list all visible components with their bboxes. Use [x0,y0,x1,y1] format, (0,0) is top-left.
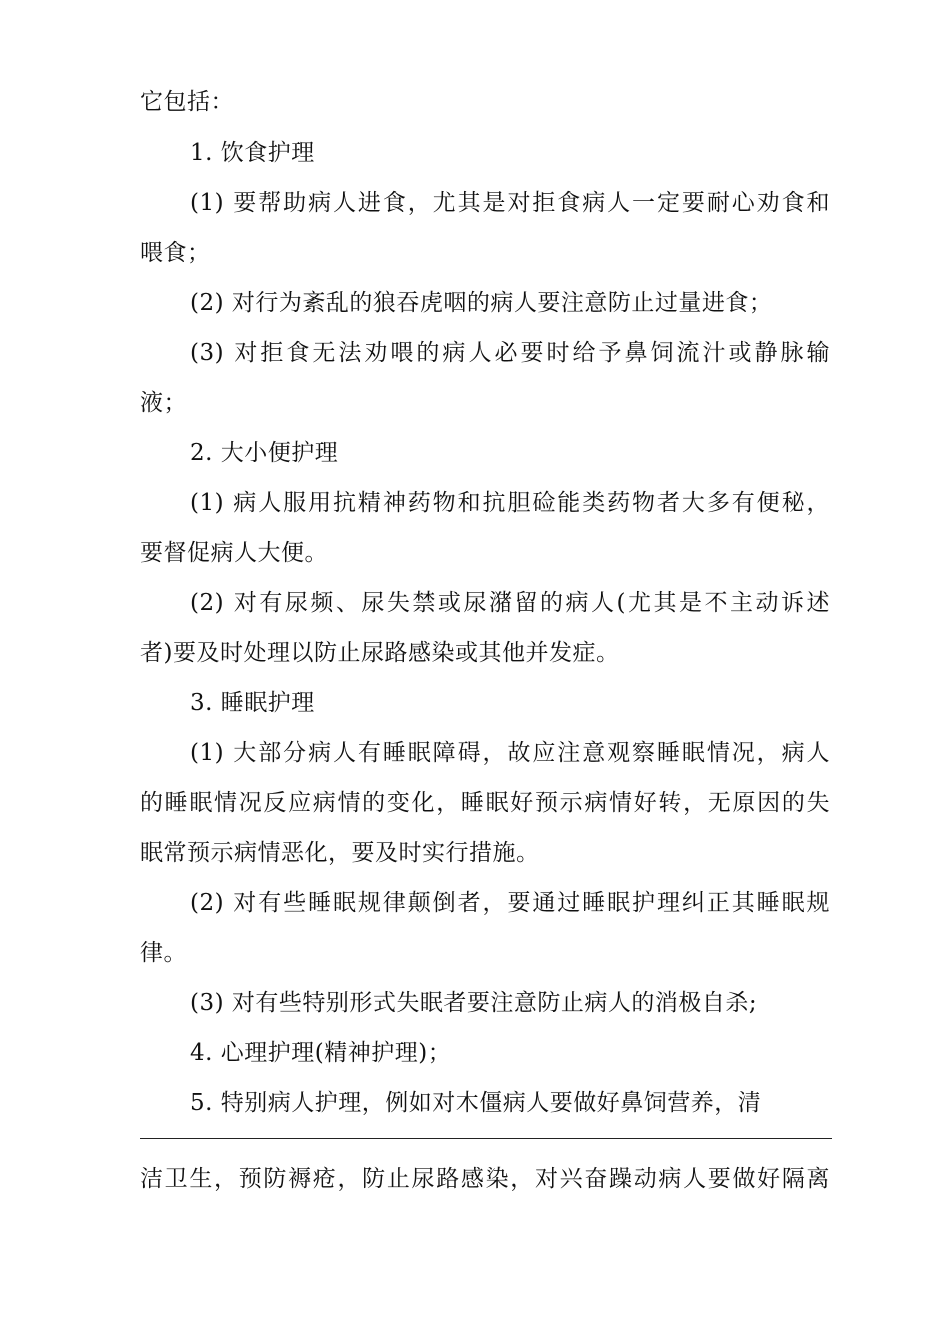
excretion-item-2-line-1: (2) 对有尿频、尿失禁或尿潴留的病人(尤其是不主动诉述 [190,590,830,616]
excretion-item-1-line-2: 要督促病人大便。 [140,540,328,566]
heading-special-patient-care: 5. 特别病人护理，例如对木僵病人要做好鼻饲营养，清 [190,1090,762,1116]
page-break-divider [140,1138,832,1139]
excretion-item-2-line-2: 者)要及时处理以防止尿路感染或其他并发症。 [140,640,620,666]
sleep-item-2-line-1: (2) 对有些睡眠规律颠倒者，要通过睡眠护理纠正其睡眠规 [190,890,830,916]
diet-item-3-line-1: (3) 对拒食无法劝喂的病人必要时给予鼻饲流汁或静脉输 [190,340,830,366]
heading-excretion-care: 2. 大小便护理 [190,440,339,466]
intro-line: 它包括： [140,89,234,115]
heading-diet-care: 1. 饮食护理 [190,140,315,166]
excretion-item-1-line-1: (1) 病人服用抗精神药物和抗胆硷能类药物者大多有便秘， [190,490,830,516]
diet-item-3-line-2: 液； [140,390,187,416]
diet-item-1-line-1: (1) 要帮助病人进食，尤其是对拒食病人一定要耐心劝食和 [190,190,830,216]
sleep-item-2-line-2: 律。 [140,940,187,966]
diet-item-2: (2) 对行为紊乱的狼吞虎咽的病人要注意防止过量进食； [190,290,773,316]
heading-psychological-care: 4. 心理护理(精神护理)； [190,1040,452,1066]
sleep-item-3: (3) 对有些特别形式失眠者要注意防止病人的消极自杀; [190,990,758,1016]
diet-item-1-line-2: 喂食； [140,240,211,266]
sleep-item-1-line-3: 眠常预示病情恶化，要及时实行措施。 [140,840,540,866]
heading-sleep-care: 3. 睡眠护理 [190,690,315,716]
continuation-line: 洁卫生，预防褥疮，防止尿路感染，对兴奋躁动病人要做好隔离 [140,1166,830,1192]
sleep-item-1-line-1: (1) 大部分病人有睡眠障碍，故应注意观察睡眠情况，病人 [190,740,830,766]
sleep-item-1-line-2: 的睡眠情况反应病情的变化，睡眠好预示病情好转，无原因的失 [140,790,830,816]
